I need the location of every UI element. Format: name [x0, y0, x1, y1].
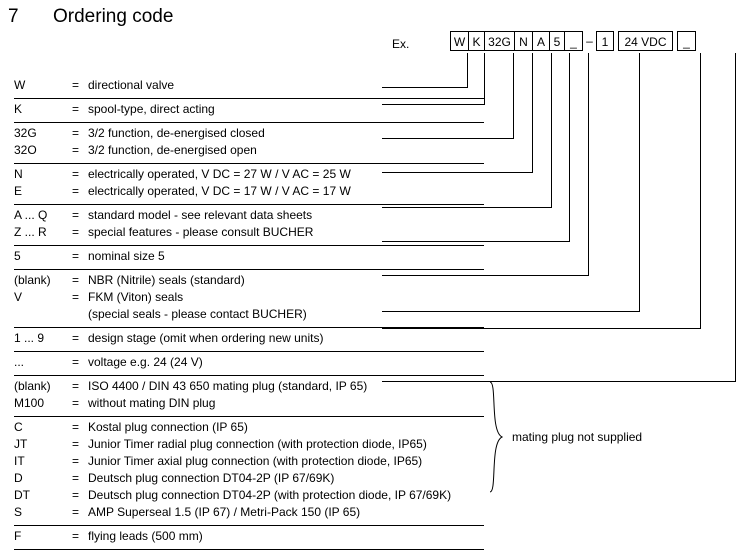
legend-divider: [14, 375, 484, 376]
legend-row: [14, 249, 484, 266]
legend-value: Junior Timer radial plug connection (with protection diode, IP65): [88, 437, 427, 451]
legend-value: Deutsch plug connection DT04-2P (IP 67/69K): [88, 471, 335, 485]
legend-key: ...: [14, 355, 25, 369]
section-title: Ordering code: [53, 6, 174, 27]
legend-row: [14, 379, 484, 396]
legend-value: flying leads (500 mm): [88, 529, 203, 543]
legend-row: [14, 454, 484, 471]
legend-key: (blank): [14, 379, 51, 393]
legend-key: 5: [14, 249, 21, 263]
legend-value: voltage e.g. 24 (24 V): [88, 355, 203, 369]
legend-value: 3/2 function, de-energised open: [88, 143, 257, 157]
legend-divider: [14, 351, 484, 352]
code-box-7: _: [564, 31, 583, 51]
legend-equals: =: [72, 396, 80, 410]
legend-row: [14, 488, 484, 505]
example-label: Ex.: [392, 37, 410, 51]
legend-key: S: [14, 505, 23, 519]
legend-value: electrically operated, V DC = 17 W / V AC = 17 W: [88, 184, 351, 198]
legend-key: W: [14, 78, 26, 92]
legend-value: directional valve: [88, 78, 175, 92]
legend-equals: =: [72, 529, 80, 543]
legend-value: nominal size 5: [88, 249, 165, 263]
legend-row: [14, 225, 484, 242]
legend-equals: =: [72, 167, 80, 181]
legend-value: special features - please consult BUCHER: [88, 225, 314, 239]
legend-row: [14, 307, 484, 324]
legend-key: IT: [14, 454, 25, 468]
legend-key: 32G: [14, 126, 37, 140]
legend-value: FKM (Viton) seals: [88, 290, 184, 304]
code-box-6: 5: [549, 31, 565, 51]
connector-line-seal: [588, 53, 589, 275]
legend-row: [14, 78, 484, 95]
legend-value: Kostal plug connection (IP 65): [88, 420, 248, 434]
legend-row: [14, 505, 484, 522]
legend-value: design stage (omit when ordering new units): [88, 331, 324, 345]
connector-line-k: [484, 53, 485, 104]
legend-equals: =: [72, 208, 80, 222]
code-box-5: A: [532, 31, 550, 51]
legend-equals: =: [72, 488, 80, 502]
legend-row: [14, 184, 484, 201]
legend-row: [14, 471, 484, 488]
code-box-4: N: [514, 31, 533, 51]
legend-value: electrically operated, V DC = 27 W / V AC = 25 W: [88, 167, 351, 181]
legend-list: [14, 78, 484, 553]
legend-key: V: [14, 290, 23, 304]
legend-equals: =: [72, 454, 80, 468]
code-dash: –: [586, 34, 593, 48]
connector-line-voltage: [700, 53, 701, 328]
legend-value: AMP Superseal 1.5 (IP 67) / Metri-Pack 150 (IP 65): [88, 505, 361, 519]
legend-key: A ... Q: [14, 208, 48, 222]
legend-value: standard model - see relevant data sheets: [88, 208, 313, 222]
legend-value: (special seals - please contact BUCHER): [88, 307, 307, 321]
legend-key: D: [14, 471, 23, 485]
legend-value: 3/2 function, de-energised closed: [88, 126, 265, 140]
code-box-3: 32G: [484, 31, 515, 51]
legend-equals: =: [72, 249, 80, 263]
section-number: 7: [8, 6, 19, 27]
code-box-1: W: [450, 31, 469, 51]
connector-line-plug: [735, 53, 736, 381]
code-box-9: 24 VDC: [618, 31, 673, 51]
legend-equals: =: [72, 143, 80, 157]
legend-row: [14, 167, 484, 184]
connector-line-5: [569, 53, 570, 241]
legend-value: without mating DIN plug: [88, 396, 216, 410]
legend-row: [14, 437, 484, 454]
legend-key: Z ... R: [14, 225, 47, 239]
legend-key: M100: [14, 396, 45, 410]
legend-divider: [14, 327, 484, 328]
page-title: [8, 6, 173, 28]
legend-equals: =: [72, 290, 80, 304]
legend-equals: =: [72, 225, 80, 239]
legend-row: [14, 102, 484, 119]
legend-row: [14, 331, 484, 348]
legend-divider: [14, 525, 484, 526]
mating-plug-note: mating plug not supplied: [512, 430, 643, 444]
legend-row: [14, 355, 484, 372]
legend-value: NBR (Nitrile) seals (standard): [88, 273, 245, 287]
legend-key: E: [14, 184, 23, 198]
legend-key: DT: [14, 488, 30, 502]
legend-equals: =: [72, 273, 80, 287]
legend-divider: [14, 98, 484, 99]
legend-key: C: [14, 420, 23, 434]
brace-icon: [488, 381, 502, 493]
legend-divider: [14, 122, 484, 123]
code-box-10: _: [677, 31, 696, 51]
legend-key: JT: [14, 437, 28, 451]
legend-equals: =: [72, 471, 80, 485]
legend-row: [14, 290, 484, 307]
legend-value: Junior Timer axial plug connection (with protection diode, IP65): [88, 454, 423, 468]
legend-row: [14, 273, 484, 290]
legend-key: F: [14, 529, 22, 543]
legend-equals: =: [72, 420, 80, 434]
legend-key: (blank): [14, 273, 51, 287]
connector-line-a: [551, 53, 552, 207]
legend-value: spool-type, direct acting: [88, 102, 215, 116]
legend-equals: =: [72, 331, 80, 345]
legend-equals: =: [72, 355, 80, 369]
legend-key: K: [14, 102, 23, 116]
legend-divider: [14, 163, 484, 164]
legend-row: [14, 396, 484, 413]
legend-divider: [14, 245, 484, 246]
code-box-8: 1: [596, 31, 614, 51]
legend-key: 32O: [14, 143, 37, 157]
connector-line-n: [532, 53, 533, 172]
legend-row: [14, 420, 484, 437]
legend-divider: [14, 416, 484, 417]
legend-value: Deutsch plug connection DT04-2P (with protection diode, IP 67/69K): [88, 488, 452, 502]
legend-equals: =: [72, 102, 80, 116]
legend-divider: [14, 269, 484, 270]
legend-equals: =: [72, 437, 80, 451]
connector-line-32g: [513, 53, 514, 138]
legend-row: [14, 208, 484, 225]
legend-equals: =: [72, 379, 80, 393]
legend-row: [14, 143, 484, 160]
legend-equals: =: [72, 78, 80, 92]
legend-value: ISO 4400 / DIN 43 650 mating plug (standard, IP 65): [88, 379, 368, 393]
legend-divider: [14, 204, 484, 205]
legend-row: [14, 529, 484, 546]
legend-equals: =: [72, 184, 80, 198]
legend-equals: =: [72, 505, 80, 519]
legend-equals: =: [72, 126, 80, 140]
legend-key: N: [14, 167, 23, 181]
legend-key: 1 ... 9: [14, 331, 45, 345]
legend-divider: [14, 549, 484, 550]
legend-row: [14, 126, 484, 143]
ordering-code-boxes: [450, 31, 696, 53]
connector-line-stage: [639, 53, 640, 311]
code-box-2: K: [468, 31, 485, 51]
